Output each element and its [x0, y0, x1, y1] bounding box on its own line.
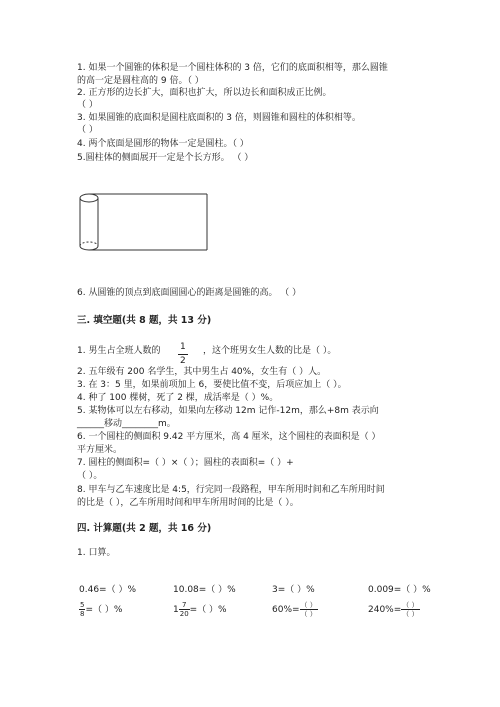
calc-item-percent-240: [368, 601, 420, 618]
judge-q4: 4. 两个底面是圆形的物体一定是圆柱。（ ）: [77, 139, 249, 149]
judge-q3-line2: （ ）: [77, 125, 98, 135]
fraction-denominator: 20: [179, 610, 189, 618]
judge-q5: 5.圆柱体的侧面展开一定是个长方形。 （ ）: [77, 153, 254, 163]
fill-q1-suffix: ，这个班男女生人数的比是（ ）。: [203, 346, 337, 356]
calc-item-mixed-number: [173, 601, 227, 618]
judge-q3-line1: 3. 如果圆锥的底面积是圆柱底面积的 3 倍，则圆锥和圆柱的体积相等。: [77, 113, 361, 123]
calc-item: 0.46=（ ）%: [79, 585, 136, 595]
fill-q1-prefix: 1. 男生占全班人数的: [77, 346, 161, 356]
calc-item: 0.009=（ ）%: [368, 585, 431, 595]
fill-q7-line1: 7. 圆柱的侧面积=（ ）×（ ）；圆柱的表面积=（ ）+: [77, 458, 294, 468]
fill-q5-line1: 5. 某物体可以左右移动，如果向左移动 12m 记作-12m，那么+8m 表示向: [77, 406, 379, 416]
fill-q5-line2: ______移动________m。: [77, 419, 176, 429]
fill-q3: 3. 在 3：5 里，如果前项加上 6，要使比值不变，后项应加上（ ）。: [77, 380, 347, 390]
fraction-denominator: （ ）: [300, 610, 317, 618]
fraction-blank: [300, 601, 318, 618]
calc-item-fraction-5-8: [79, 601, 122, 618]
calc-item-prefix: 60%=: [272, 605, 300, 615]
judge-q6: 6. 从圆锥的顶点到底面圆圆心的距离是圆锥的高。 （ ）: [77, 288, 302, 298]
fraction-denominator: 2: [180, 356, 186, 366]
fraction-blank: [401, 601, 419, 618]
fill-q7-line2: （ ）。: [77, 471, 103, 481]
fraction: [179, 601, 190, 618]
calc-item-answer: =（ ）%: [189, 605, 227, 615]
fraction-denominator: （ ）: [402, 610, 419, 618]
fill-q8-line1: 8. 甲车与乙车速度比是 4:5，行完同一段路程，甲车所用时间和乙车所用时间: [77, 485, 385, 495]
calc-item: 10.08=（ ）%: [173, 585, 236, 595]
judge-q2-line2: （ ）: [77, 100, 98, 110]
fill-section-title: 三. 填空题(共 8 题，共 13 分): [77, 315, 212, 326]
fraction-numerator: 7: [179, 601, 190, 610]
fraction-denominator: 8: [80, 610, 85, 618]
calc-section-title: 四. 计算题(共 2 题，共 16 分): [77, 523, 212, 534]
fill-q6-line2: 平方厘米。: [77, 445, 123, 455]
mixed-whole: 1: [173, 605, 179, 615]
fraction-one-half: [178, 341, 188, 368]
fraction-numerator: 1: [178, 341, 188, 355]
calc-item-prefix: 240%=: [368, 605, 402, 615]
judge-q1-line1: 1. 如果一个圆锥的体积是一个圆柱体积的 3 倍，它们的底面积相等，那么圆锥: [77, 63, 388, 73]
calc-item-percent-60: [272, 601, 318, 618]
fill-q4: 4. 种了 100 棵树，死了 2 棵，成活率是（ ）%。: [77, 393, 279, 403]
calc-item: 3=（ ）%: [272, 585, 315, 595]
fill-q8-line2: 的比是（ ），乙车所用时间和甲车所用时间的比是（ ）。: [77, 498, 299, 508]
fill-q2: 2. 五年级有 200 名学生，其中男生占 40%，女生有（ ）人。: [77, 367, 327, 377]
fill-q6-line1: 6. 一个圆柱的侧面积 9.42 平方厘米，高 4 厘米，这个圆柱的表面积是（ ）: [77, 432, 381, 442]
judge-q2-line1: 2. 正方形的边长扩大，面积也扩大，所以边长和面积成正比例。: [77, 88, 332, 98]
cylinder-unfolding-figure: [78, 192, 210, 254]
judge-q1-line2: 的高一定是圆柱高的 9 倍。（ ）: [77, 76, 204, 86]
calc-item-answer: =（ ）%: [85, 605, 123, 615]
fraction-numerator: （ ）: [300, 601, 317, 609]
fraction-numerator: （ ）: [402, 601, 419, 609]
fraction-numerator: 5: [80, 601, 85, 609]
calc-subtitle: 1. 口算。: [77, 548, 116, 558]
